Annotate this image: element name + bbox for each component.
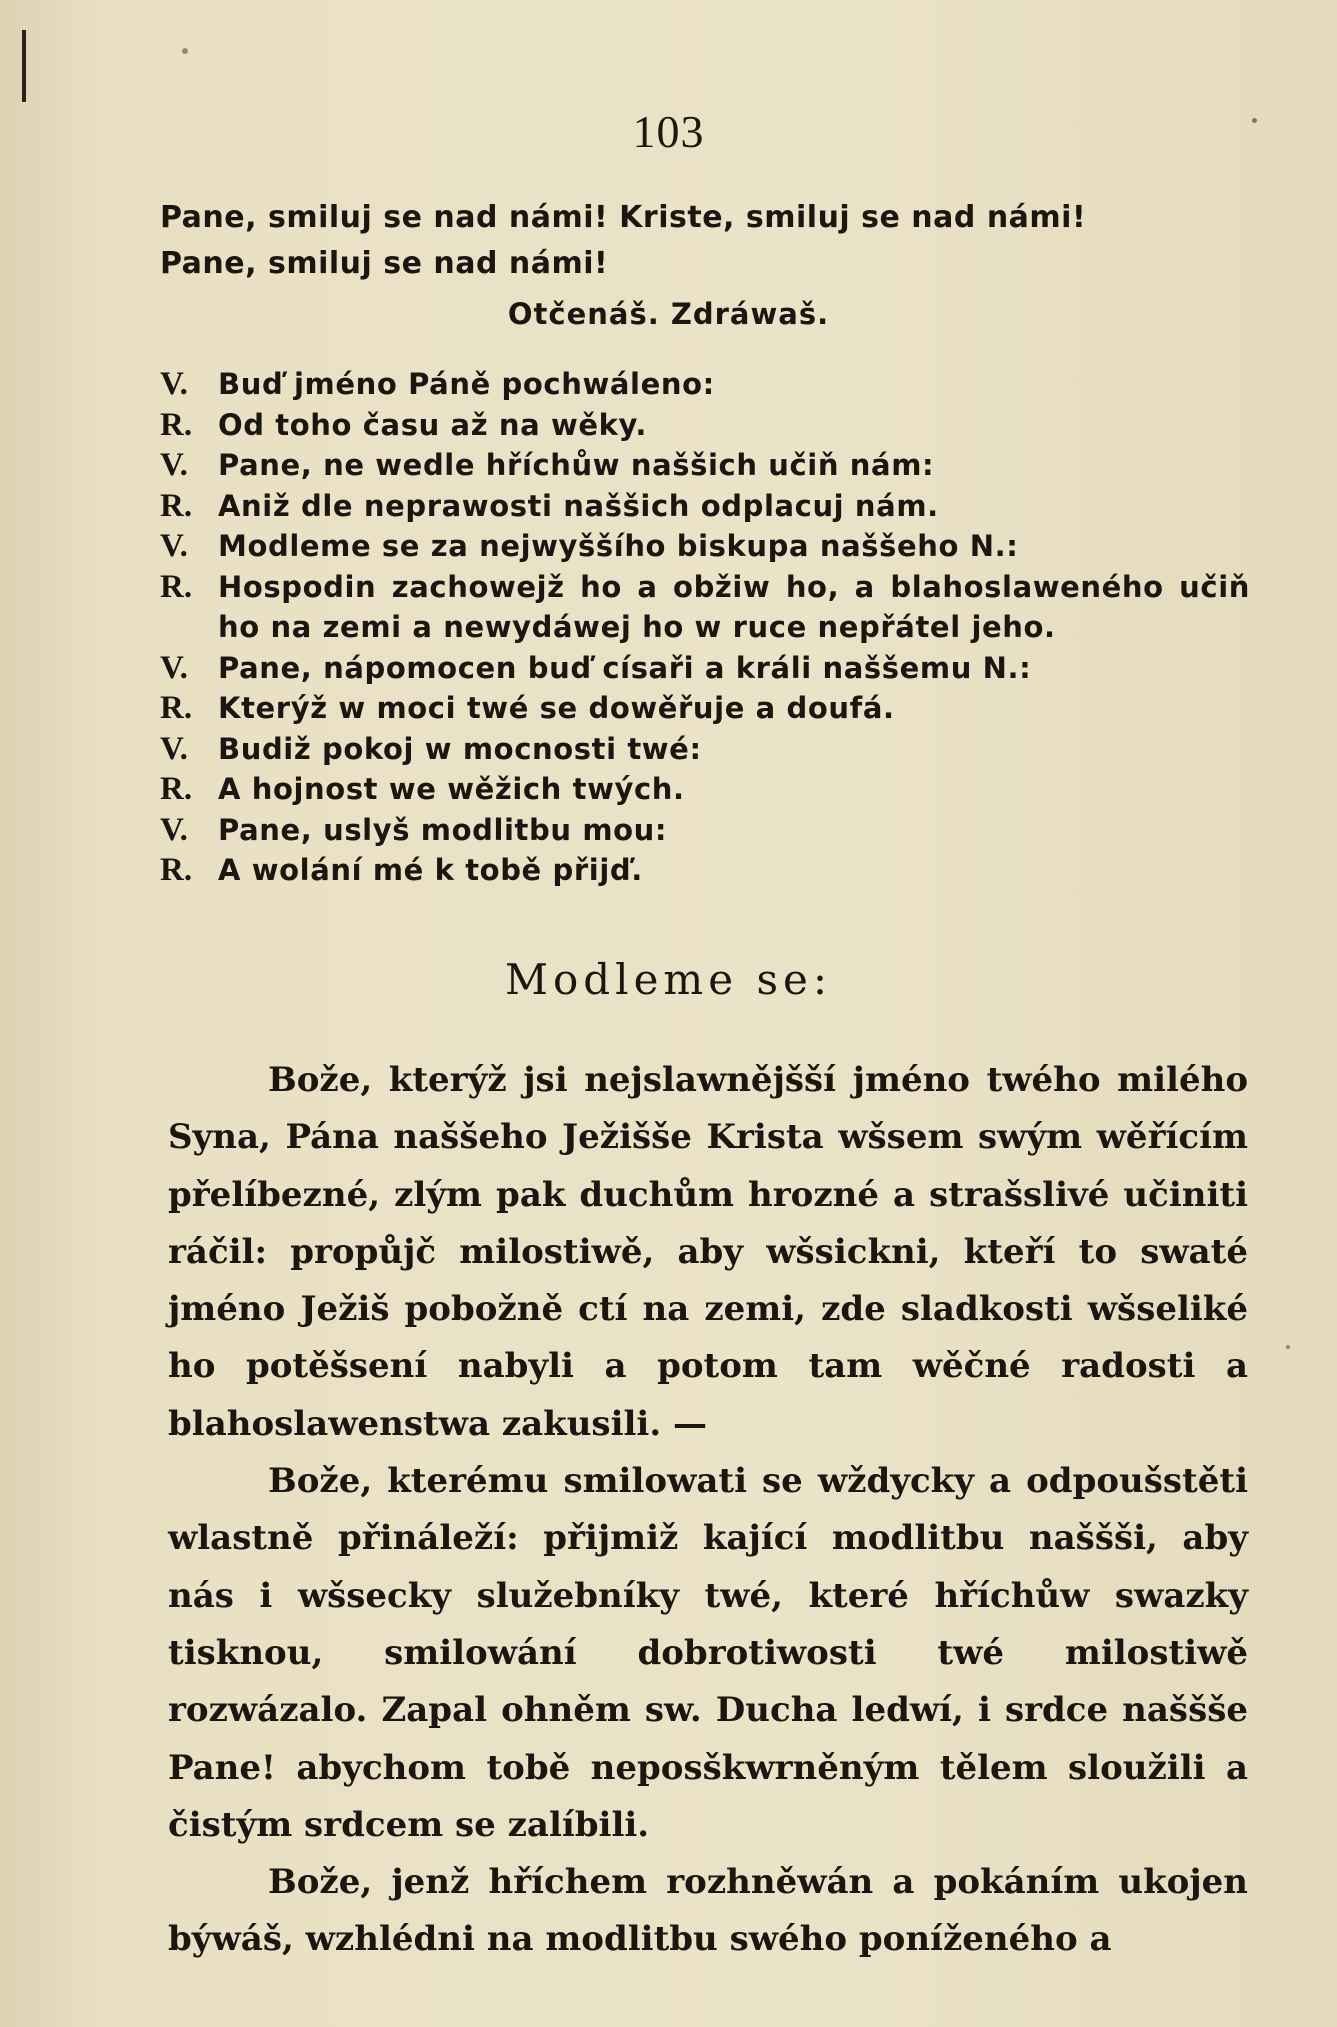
response-line [160,405,1250,446]
response-line [160,567,1250,648]
line-text: A wolání mé k tobě přijď. [218,853,643,887]
page-speck [182,48,188,54]
versicle-line [160,364,1250,405]
line-text: Aniž dle neprawosti naššich odplacuj nám. [218,488,939,523]
line-label: R. [160,406,193,443]
line-text: Hospodin zachowejž ho a obžiw ho, a blahoslaweného učiň ho na zemi a newydáwej ho w ruce nepřátel jeho. [218,569,1250,644]
response-line [160,486,1250,527]
versicle-line [160,526,1250,567]
versicle-line [160,648,1250,689]
line-text: A hojnost we wěžich twých. [218,772,685,806]
line-text: Budiž pokoj w mocnosti twé: [218,731,702,766]
line-text: Kterýž w moci twé se dowěřuje a doufá. [218,691,895,725]
prayer-paragraph: Bože, kterýž jsi nejslawnějšší jméno twého milého Syna, Pána naššeho Ježišše Krista wšsem swým wěřícím přelíbezné, zlým pak duchům hrozné a strašslivé učiniti ráčil: propůjč milostiwě, aby wšsickni, kteří to swaté jméno Ježiš pobožně ctí na zemi, zde sladkosti wšseliké ho potěšsení nabyli a potom tam wěčné radosti a blahoslawenstwa zakusili. — [168,1060,1248,1444]
line-label: R. [160,852,193,888]
line-text: Modleme se za nejwyššího biskupa naššeho N.: [218,529,1019,563]
versicle-line [160,810,1250,851]
response-line [160,769,1250,810]
line-label: R. [160,568,193,605]
prayer-paragraph: Bože, kterému smilowati se wždycky a odpoušstěti wlastně přináleží: přijmiž kající modlitbu naššši, aby nás i wšsecky služebníky twé, které hříchůw swazky tisknou, smilowání dobrotiwosti twé milostiwě rozwázalo. Zapal ohněm sw. Ducha ledwí, i srdce naššše Pane! abychom tobě neposškwrněným tělem sloužili a čistým srdcem se zalíbili. [168,1461,1248,1845]
line-text: Od toho času až na wěky. [218,407,647,442]
line-label: V. [160,447,188,483]
line-label: V. [160,649,188,686]
line-label: R. [160,487,193,524]
line-text: Buď jméno Páně pochwáleno: [218,367,715,401]
page-number: 103 [632,106,705,157]
prayer-paragraph: Bože, jenž hříchem rozhněwán a pokáním ukojen býwáš, wzhlédni na modlitbu swého poníženého a [168,1862,1248,1960]
gutter-edge [22,30,26,102]
versicle-line [160,729,1250,770]
versicle-line [160,445,1250,486]
line-text: Pane, uslyš modlitbu mou: [218,812,668,847]
line-label: R. [160,690,193,726]
line-label: V. [160,730,188,767]
line-label: V. [160,528,188,564]
section-title: Modleme se: [504,955,833,1004]
response-line [160,850,1250,891]
line-label: V. [160,366,188,402]
line-text: Pane, ne wedle hříchůw naššich učiň nám: [218,448,935,482]
line-text: Pane, nápomocen buď císaři a králi naššemu N.: [218,650,1032,685]
opening-line: Pane, smiluj se nad námi! Kriste, smiluj se nad námi! [160,200,1087,235]
prayers-heading: Otčenáš. Zdráwaš. [507,297,830,331]
prayer-body [168,1052,1248,1969]
response-line [160,688,1250,729]
opening-invocation [160,195,1160,287]
page-speck [1286,1345,1290,1349]
versicle-response-list [160,364,1250,891]
opening-line: Pane, smiluj se nad námi! [160,246,609,281]
line-label: V. [160,811,188,848]
line-label: R. [160,771,193,807]
